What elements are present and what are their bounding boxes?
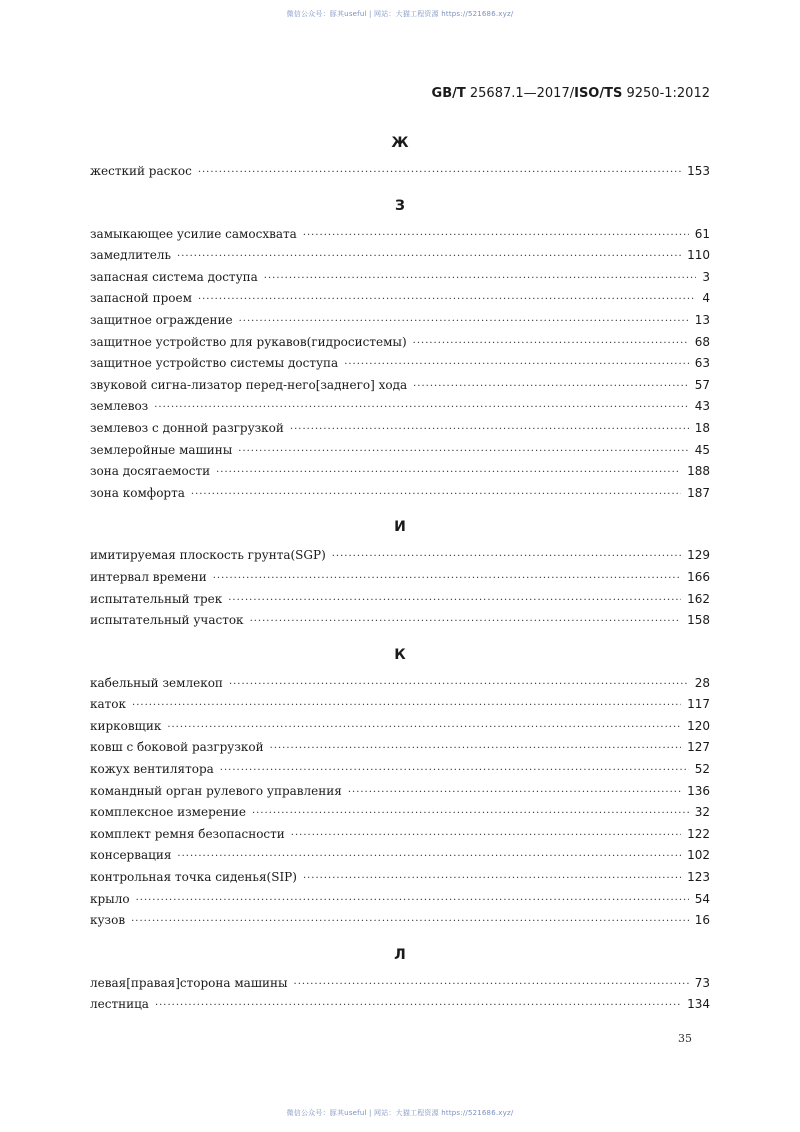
entry-page-number: 57 [694, 377, 710, 392]
dot-leader [264, 268, 697, 290]
index-entry [90, 224, 710, 246]
entry-page-number: 102 [687, 848, 710, 863]
entry-page-number: 110 [687, 248, 710, 263]
entry-term: землевоз [90, 399, 149, 414]
index-entry [90, 889, 710, 911]
dot-leader [229, 674, 689, 696]
entry-term: командный орган рулевого управления [90, 783, 342, 798]
entry-page-number: 162 [687, 591, 710, 606]
dot-leader [413, 333, 689, 355]
entry-term: кабельный землекоп [90, 675, 223, 690]
dot-leader [167, 717, 681, 739]
index-section [90, 642, 710, 932]
dot-leader [291, 825, 681, 847]
dot-leader [332, 546, 681, 568]
dot-leader [238, 441, 688, 463]
index-entry [90, 396, 710, 418]
section-letter: З [395, 197, 405, 214]
dot-leader [131, 911, 689, 933]
entry-page-number: 129 [687, 548, 710, 563]
standard-header [432, 86, 710, 101]
entry-term: левая[правая]сторона машины [90, 975, 288, 990]
entry-term: кирковщик [90, 718, 162, 733]
entry-page-number: 158 [687, 613, 710, 628]
index-entry [90, 375, 710, 397]
section-letter: И [394, 519, 406, 536]
entry-term: лестница [90, 997, 149, 1012]
entry-term: защитное устройство для рукавов(гидросистемы) [90, 334, 407, 349]
entry-page-number: 54 [694, 891, 710, 906]
index-entry [90, 161, 710, 183]
entry-page-number: 52 [694, 762, 710, 777]
entry-term: комплексное измерение [90, 805, 246, 820]
index-entry [90, 994, 710, 1016]
entry-page-number: 117 [687, 697, 710, 712]
entry-page-number: 28 [694, 675, 710, 690]
dot-leader [198, 162, 681, 184]
entry-term: запасная система доступа [90, 269, 258, 284]
section-letter: Ж [391, 135, 409, 151]
entry-page-number: 4 [702, 291, 710, 306]
section-letter: К [394, 646, 406, 663]
header-gb-number: 25687.1—2017/ [469, 86, 575, 101]
index-entry [90, 867, 710, 889]
index-entry [90, 781, 710, 803]
index-section [90, 942, 710, 1016]
entry-term: интервал времени [90, 569, 207, 584]
dot-leader [136, 890, 689, 912]
index-entry [90, 418, 710, 440]
dot-leader [348, 782, 681, 804]
dot-leader [344, 354, 689, 376]
entry-page-number: 16 [694, 913, 710, 928]
entry-term: запасной проем [90, 291, 192, 306]
header-gb: GB/T [431, 86, 466, 101]
index-section [90, 193, 710, 505]
dot-leader [213, 568, 681, 590]
index-entry [90, 694, 710, 716]
dot-leader [191, 484, 681, 506]
entry-term: землеройные машины [90, 442, 233, 457]
index-entry [90, 332, 710, 354]
index-entry [90, 802, 710, 824]
dot-leader [294, 974, 689, 996]
entry-page-number: 45 [694, 442, 710, 457]
entry-page-number: 120 [687, 718, 710, 733]
entry-term: испытательный участок [90, 613, 244, 628]
entry-term: кожух вентилятора [90, 762, 214, 777]
index-entry [90, 589, 710, 611]
index-entry [90, 845, 710, 867]
entry-term: консервация [90, 848, 172, 863]
entry-page-number: 122 [687, 826, 710, 841]
index-entry [90, 610, 710, 632]
dot-leader [290, 419, 689, 441]
dot-leader [216, 462, 681, 484]
index-entry [90, 824, 710, 846]
entry-page-number: 134 [687, 997, 710, 1012]
entry-term: крыло [90, 891, 130, 906]
entry-term: испытательный трек [90, 591, 223, 606]
entry-page-number: 13 [694, 312, 710, 327]
entry-term: имитируемая плоскость грунта(SGP) [90, 548, 326, 563]
dot-leader [303, 868, 681, 890]
dot-leader [155, 995, 681, 1017]
dot-leader [303, 225, 689, 247]
entry-page-number: 136 [687, 783, 710, 798]
index-entry [90, 461, 710, 483]
index-entry [90, 545, 710, 567]
dot-leader [198, 289, 696, 311]
entry-term: жесткий раскос [90, 164, 192, 178]
header-iso: ISO/TS [574, 86, 623, 101]
watermark-bottom: 微信公众号：豚其useful | 网站：大猫工程资源 https://521686.xyz/ [286, 1109, 514, 1117]
dot-leader [154, 397, 688, 419]
index-entry [90, 353, 710, 375]
index-entry [90, 288, 710, 310]
dot-leader [220, 760, 689, 782]
dot-leader [270, 738, 681, 760]
entry-term: контрольная точка сиденья(SIP) [90, 870, 297, 885]
dot-leader [177, 846, 681, 868]
index-entry [90, 245, 710, 267]
index-entry [90, 673, 710, 695]
dot-leader [413, 376, 689, 398]
index-entry [90, 759, 710, 781]
entry-term: каток [90, 697, 127, 712]
index-section [90, 130, 710, 183]
entry-term: звуковой сигна-лизатор перед-него[заднего] хода [90, 377, 408, 392]
section-letter: Л [394, 946, 406, 963]
entry-page-number: 153 [687, 164, 710, 178]
index-entry [90, 973, 710, 995]
index-section [90, 514, 710, 631]
entry-term: кузов [90, 913, 126, 928]
dot-leader [228, 590, 681, 612]
entry-term: комплект ремня безопасности [90, 826, 285, 841]
entry-term: защитное устройство системы доступа [90, 356, 339, 371]
watermark-top: 微信公众号：豚其useful | 网站：大猫工程资源 https://521686.xyz/ [286, 10, 514, 18]
page-number: 35 [678, 1032, 692, 1045]
index-entry [90, 737, 710, 759]
index-entry [90, 716, 710, 738]
entry-page-number: 187 [687, 485, 710, 500]
dot-leader [239, 311, 689, 333]
entry-page-number: 123 [687, 870, 710, 885]
alphabetical-index [90, 128, 710, 1016]
index-entry [90, 483, 710, 505]
entry-page-number: 166 [687, 569, 710, 584]
entry-term: защитное ограждение [90, 312, 233, 327]
index-entry [90, 910, 710, 932]
entry-term: замыкающее усилие самосхвата [90, 226, 297, 241]
dot-leader [177, 246, 681, 268]
entry-page-number: 43 [694, 399, 710, 414]
index-entry [90, 267, 710, 289]
dot-leader [252, 803, 689, 825]
entry-term: землевоз с донной разгрузкой [90, 420, 284, 435]
dot-leader [250, 611, 682, 633]
entry-page-number: 188 [687, 464, 710, 479]
entry-page-number: 18 [694, 420, 710, 435]
entry-page-number: 73 [694, 975, 710, 990]
entry-term: зона комфорта [90, 485, 185, 500]
entry-page-number: 61 [694, 226, 710, 241]
index-entry [90, 440, 710, 462]
entry-term: зона досягаемости [90, 464, 211, 479]
dot-leader [132, 695, 681, 717]
entry-term: ковш с боковой разгрузкой [90, 740, 264, 755]
index-entry [90, 567, 710, 589]
index-entry [90, 310, 710, 332]
entry-page-number: 68 [694, 334, 710, 349]
entry-page-number: 3 [702, 269, 710, 284]
entry-page-number: 63 [694, 356, 710, 371]
entry-term: замедлитель [90, 248, 172, 263]
entry-page-number: 127 [687, 740, 710, 755]
entry-page-number: 32 [694, 805, 710, 820]
header-iso-number: 9250-1:2012 [626, 86, 710, 101]
